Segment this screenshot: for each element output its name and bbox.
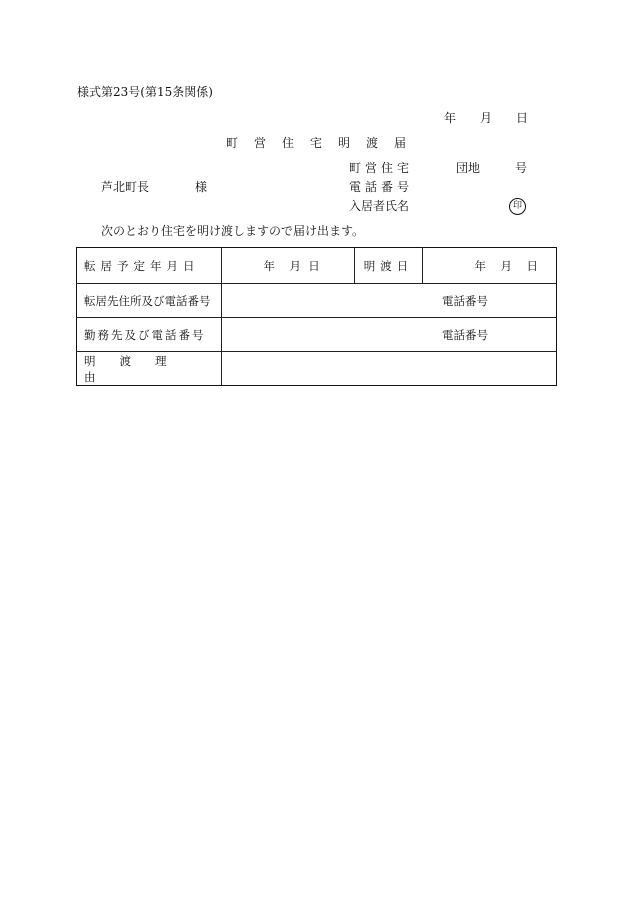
form-number-label: 様式第23号(第15条関係) bbox=[77, 85, 213, 99]
intro-text: 次のとおり住宅を明け渡しますので届け出ます。 bbox=[101, 224, 365, 238]
resident-name-row bbox=[349, 200, 529, 219]
submission-date bbox=[444, 112, 528, 124]
move-date-month: 月 bbox=[289, 258, 301, 273]
move-date-day: 日 bbox=[308, 258, 320, 273]
go-label: 号 bbox=[515, 161, 528, 175]
danchi-label: 団地 bbox=[456, 161, 481, 175]
resident-name-label: 入居者氏名 bbox=[349, 199, 410, 213]
table-row bbox=[77, 318, 557, 352]
table-row bbox=[77, 352, 557, 386]
vacate-date-month: 月 bbox=[500, 258, 512, 273]
new-address-phone-label: 電話番号 bbox=[442, 293, 488, 308]
workplace-field[interactable] bbox=[222, 318, 557, 352]
move-date-year: 年 bbox=[263, 258, 275, 273]
table-row bbox=[77, 248, 557, 284]
move-date-field[interactable] bbox=[222, 248, 355, 284]
vacate-date-values bbox=[475, 258, 539, 274]
housing-label: 町営住宅 bbox=[349, 161, 414, 175]
vacate-reason-field[interactable] bbox=[222, 352, 557, 386]
document-title: 町営住宅明渡届 bbox=[226, 136, 423, 150]
new-address-field[interactable] bbox=[222, 284, 557, 318]
table-row bbox=[77, 284, 557, 318]
applicant-phone-row bbox=[349, 181, 529, 200]
vacate-date-year: 年 bbox=[474, 258, 486, 273]
date-day-label: 日 bbox=[516, 111, 529, 125]
date-month-label: 月 bbox=[480, 111, 493, 125]
workplace-label: 勤務先及び電話番号 bbox=[77, 318, 222, 352]
housing-row bbox=[349, 162, 529, 181]
applicant-block bbox=[349, 162, 529, 219]
vacate-date-label: 明渡日 bbox=[355, 248, 423, 284]
vacate-form-table bbox=[76, 247, 557, 386]
workplace-phone-label: 電話番号 bbox=[442, 327, 488, 342]
move-date-label: 転居予定年月日 bbox=[77, 248, 222, 284]
vacate-date-day: 日 bbox=[526, 258, 538, 273]
applicant-phone-label: 電話番号 bbox=[349, 180, 414, 194]
date-year-label: 年 bbox=[444, 111, 457, 125]
addressee-name: 芦北町長 bbox=[101, 180, 150, 194]
vacate-reason-label: 明渡理由 bbox=[77, 352, 222, 386]
addressee-honorific: 様 bbox=[195, 180, 208, 194]
seal-mark: 印 bbox=[509, 198, 526, 215]
new-address-label: 転居先住所及び電話番号 bbox=[77, 284, 222, 318]
vacate-date-field[interactable] bbox=[423, 248, 557, 284]
